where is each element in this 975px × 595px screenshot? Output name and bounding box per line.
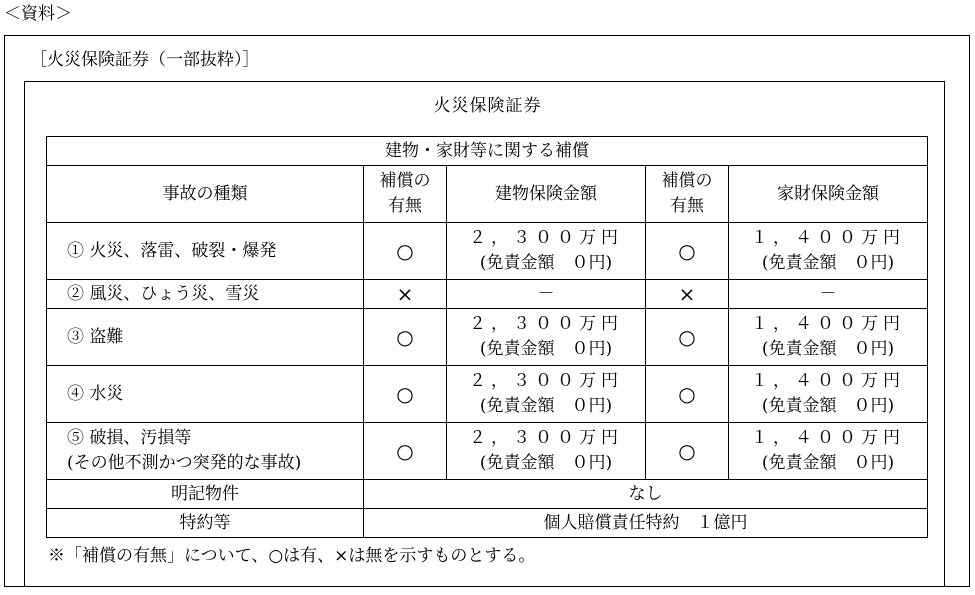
building-amount-value: ２，３００万円: [469, 371, 623, 391]
specified-items-row: [47, 480, 928, 509]
column-header-building-coverage-line-2: 有無: [388, 196, 422, 216]
table-row: [47, 223, 928, 280]
building-deductible: (免責金額 ０円): [479, 396, 613, 416]
building-deductible: (免責金額 ０円): [479, 339, 613, 359]
accident-type-cell: [47, 423, 364, 480]
building-amount-cell: [447, 309, 646, 366]
accident-type-cell: ③ 盗難: [47, 309, 364, 366]
building-amount-value: ２，３００万円: [469, 428, 623, 448]
contents-amount-value: １，４００万円: [751, 428, 905, 448]
contents-deductible: (免責金額 ０円): [761, 339, 895, 359]
contents-amount-value: １，４００万円: [751, 314, 905, 334]
accident-type-cell: ① 火災、落雷、破裂・爆発: [47, 223, 364, 280]
contents-amount-cell: [729, 309, 928, 366]
contents-coverage-mark: ○: [646, 423, 729, 480]
contents-coverage-mark: ○: [646, 366, 729, 423]
building-coverage-mark: ○: [364, 223, 447, 280]
column-header-contents-amount: 家財保険金額: [729, 166, 928, 223]
table-row: [47, 280, 928, 309]
table-row: [47, 366, 928, 423]
building-amount-cell: [447, 223, 646, 280]
column-header-contents-coverage-line-2: 有無: [670, 196, 704, 216]
column-header-contents-coverage: [646, 166, 729, 223]
column-header-building-coverage: [364, 166, 447, 223]
building-amount-value: ２，３００万円: [469, 314, 623, 334]
column-header-contents-coverage-line-1: 補償の: [661, 171, 713, 191]
building-amount-cell: [447, 366, 646, 423]
policy-title: 火災保険証券: [433, 96, 542, 116]
contents-amount-value: １，４００万円: [751, 228, 905, 248]
coverage-table: [46, 136, 928, 538]
contents-amount-cell: －: [729, 280, 928, 309]
contents-coverage-mark: ×: [646, 280, 729, 309]
excerpt-title: ［火災保険証券（一部抜粋）］: [30, 50, 260, 70]
contents-deductible: (免責金額 ０円): [761, 453, 895, 473]
table-row: [47, 309, 928, 366]
specified-items-value: なし: [364, 480, 928, 509]
column-header-building-coverage-line-1: 補償の: [379, 171, 431, 191]
building-coverage-mark: ○: [364, 366, 447, 423]
accident-type-cell: ② 風災、ひょう災、雪災: [47, 280, 364, 309]
contents-amount-cell: [729, 423, 928, 480]
contents-amount-value: １，４００万円: [751, 371, 905, 391]
contents-deductible: (免責金額 ０円): [761, 253, 895, 273]
footnote: ※「補償の有無」について、○は有、×は無を示すものとする。: [48, 546, 536, 566]
specified-items-label: 明記物件: [47, 480, 364, 509]
special-clauses-row: [47, 509, 928, 538]
contents-amount-cell: [729, 223, 928, 280]
column-header-building-amount: 建物保険金額: [447, 166, 646, 223]
building-coverage-mark: ○: [364, 309, 447, 366]
table-row: [47, 423, 928, 480]
building-coverage-mark: ○: [364, 423, 447, 480]
column-header-row: [47, 166, 928, 223]
building-amount-cell: －: [447, 280, 646, 309]
accident-type-line-1: ⑤ 破損、汚損等: [67, 428, 192, 448]
special-clauses-label: 特約等: [47, 509, 364, 538]
building-amount-value: ２，３００万円: [469, 228, 623, 248]
accident-type-cell: ④ 水災: [47, 366, 364, 423]
accident-type-line-2: (その他不測かつ突発的な事故): [67, 453, 302, 473]
column-header-accident-type: 事故の種類: [47, 166, 364, 223]
building-deductible: (免責金額 ０円): [479, 453, 613, 473]
contents-deductible: (免責金額 ０円): [761, 396, 895, 416]
special-clauses-value: 個人賠償責任特約 １億円: [364, 509, 928, 538]
building-deductible: (免責金額 ０円): [479, 253, 613, 273]
page-label: ＜資料＞: [4, 4, 72, 24]
building-amount-cell: [447, 423, 646, 480]
building-coverage-mark: ×: [364, 280, 447, 309]
contents-amount-cell: [729, 366, 928, 423]
contents-coverage-mark: ○: [646, 223, 729, 280]
section-header: 建物・家財等に関する補償: [47, 137, 928, 166]
contents-coverage-mark: ○: [646, 309, 729, 366]
section-header-row: [47, 137, 928, 166]
